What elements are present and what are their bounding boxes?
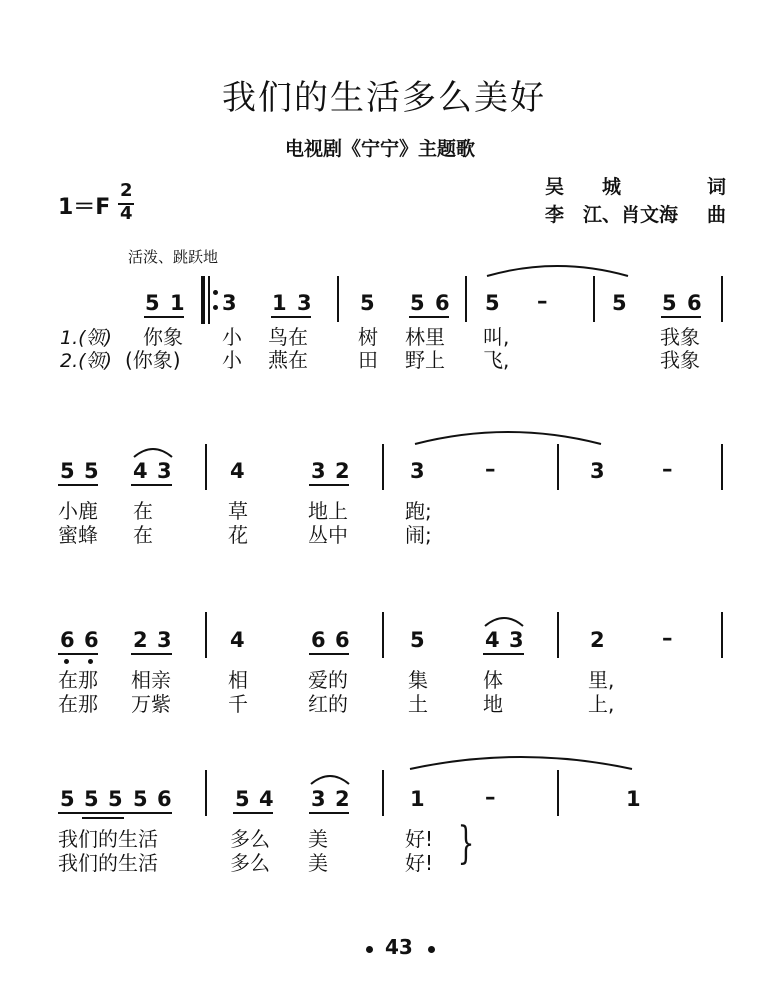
lyric: 好! — [405, 851, 434, 875]
barline — [382, 612, 384, 658]
note: 5 — [360, 291, 375, 315]
lyric-brace: } — [457, 818, 475, 869]
note: 4 — [259, 787, 274, 811]
lyric: 爱的 — [308, 668, 348, 692]
tie-slur — [485, 262, 630, 278]
underline — [144, 316, 184, 318]
lyric: 鸟在 — [268, 325, 308, 349]
time-signature-bottom: 4 — [120, 203, 133, 224]
lyric: 小鹿 — [58, 499, 98, 523]
lyric: 林里 — [405, 325, 445, 349]
note: 1 — [626, 787, 641, 811]
repeat-barline-thick — [201, 276, 205, 324]
composer-name: 李 江、肖文海 — [545, 204, 679, 226]
note: 4 — [133, 459, 148, 483]
lyric: 里, — [588, 668, 615, 692]
note: 1 — [170, 291, 185, 315]
note: 5 — [410, 628, 425, 652]
lyric: 我象 — [660, 325, 700, 349]
note: 5 — [133, 787, 148, 811]
lyric: 树 — [358, 325, 378, 349]
note: 6 — [60, 628, 75, 652]
lyric: 燕在 — [268, 348, 308, 372]
note: – — [485, 785, 496, 809]
lyric: 万紫 — [131, 692, 171, 716]
lyric: 多么 — [230, 827, 270, 851]
note: 3 — [410, 459, 425, 483]
lyric: 红的 — [308, 692, 348, 716]
note: 3 — [311, 459, 326, 483]
slur — [309, 772, 351, 786]
note: – — [662, 457, 673, 481]
key-signature: 1＝F — [58, 195, 111, 220]
barline — [557, 444, 559, 490]
lyric: 花 — [228, 523, 248, 547]
lyric: 闹; — [405, 523, 432, 547]
lyric: 你象 — [143, 325, 183, 349]
note: 5 — [84, 459, 99, 483]
repeat-dot — [213, 305, 218, 310]
barline — [557, 770, 559, 816]
note: 4 — [230, 459, 245, 483]
lyric: 草 — [228, 499, 248, 523]
lyric: 在那 — [58, 668, 98, 692]
note: 1 — [410, 787, 425, 811]
note: 2 — [590, 628, 605, 652]
lyric: 好! — [405, 827, 434, 851]
note: 3 — [222, 291, 237, 315]
lyric: 土 — [408, 692, 428, 716]
page-number: 43 — [385, 935, 413, 959]
lyric: 地 — [483, 692, 503, 716]
lyric: 野上 — [405, 348, 445, 372]
note: 6 — [435, 291, 450, 315]
lyric: 在 — [133, 499, 153, 523]
composer-role: 曲 — [707, 204, 727, 226]
barline — [382, 770, 384, 816]
lyric: 相亲 — [131, 668, 171, 692]
note: 6 — [157, 787, 172, 811]
note: 5 — [60, 787, 75, 811]
note: 4 — [485, 628, 500, 652]
lyric: 跑; — [405, 499, 432, 523]
lyric: 地上 — [308, 499, 348, 523]
barline — [557, 612, 559, 658]
lyric: 丛中 — [308, 523, 348, 547]
song-subtitle: 电视剧《宁宁》主题歌 — [285, 138, 476, 160]
lyric: 飞, — [483, 348, 510, 372]
note: 3 — [297, 291, 312, 315]
tempo-marking: 活泼、跳跃地 — [128, 248, 219, 266]
underline — [131, 653, 172, 655]
lyric: (你象) — [125, 348, 181, 372]
barline — [382, 444, 384, 490]
note: 5 — [662, 291, 677, 315]
page-number-dot — [428, 946, 435, 953]
lyric: 上, — [588, 692, 615, 716]
note: – — [537, 289, 548, 313]
lyric: 小 — [222, 325, 242, 349]
underline — [58, 812, 172, 814]
note: 2 — [335, 787, 350, 811]
note: 6 — [335, 628, 350, 652]
lyric: 我们的生活 — [58, 827, 158, 851]
lyric: 在那 — [58, 692, 98, 716]
barline — [593, 276, 595, 322]
note: 2 — [335, 459, 350, 483]
lyricist-name: 吴 城 — [545, 176, 622, 198]
note: 6 — [687, 291, 702, 315]
note: – — [662, 626, 673, 650]
note: 3 — [590, 459, 605, 483]
lyric: 相 — [228, 668, 248, 692]
underline — [309, 653, 349, 655]
lyricist-role: 词 — [707, 176, 727, 198]
slur — [132, 445, 174, 459]
underline — [309, 484, 349, 486]
note: 2 — [133, 628, 148, 652]
lyric: 在 — [133, 523, 153, 547]
repeat-dot — [213, 290, 218, 295]
barline — [721, 612, 723, 658]
lyric: 蜜蜂 — [58, 523, 98, 547]
verse-label: 1.(领) — [60, 327, 112, 349]
lyric: 千 — [228, 692, 248, 716]
barline — [205, 612, 207, 658]
note: 5 — [612, 291, 627, 315]
lyric: 集 — [408, 668, 428, 692]
lyric: 我们的生活 — [58, 851, 158, 875]
note: 4 — [230, 628, 245, 652]
note: 6 — [84, 628, 99, 652]
tie-slur — [413, 428, 603, 446]
barline — [337, 276, 339, 322]
note: 5 — [84, 787, 99, 811]
barline — [721, 276, 723, 322]
underline — [82, 817, 124, 819]
barline — [721, 444, 723, 490]
barline — [205, 770, 207, 816]
note: 5 — [145, 291, 160, 315]
underline — [271, 316, 311, 318]
lyric: 体 — [483, 668, 503, 692]
underline — [661, 316, 701, 318]
note: 5 — [108, 787, 123, 811]
barline — [465, 276, 467, 322]
slur — [483, 614, 525, 628]
underline — [131, 484, 172, 486]
note: – — [485, 457, 496, 481]
note: 3 — [157, 459, 172, 483]
lyric: 多么 — [230, 851, 270, 875]
lyric: 美 — [308, 851, 328, 875]
note: 6 — [311, 628, 326, 652]
time-signature-top: 2 — [120, 180, 133, 201]
song-title: 我们的生活多么美好 — [222, 78, 546, 118]
underline — [409, 316, 449, 318]
lyric: 小 — [222, 348, 242, 372]
repeat-barline-thin — [208, 276, 210, 324]
note: 5 — [235, 787, 250, 811]
note: 1 — [272, 291, 287, 315]
lyric: 美 — [308, 827, 328, 851]
lyric: 我象 — [660, 348, 700, 372]
underline — [58, 653, 98, 655]
note: 5 — [60, 459, 75, 483]
underline — [483, 653, 524, 655]
note: 3 — [157, 628, 172, 652]
note: 5 — [485, 291, 500, 315]
underline — [233, 812, 273, 814]
lyric: 叫, — [483, 325, 510, 349]
tie-slur — [408, 753, 634, 771]
underline — [58, 484, 98, 486]
underline — [309, 812, 349, 814]
note: 3 — [509, 628, 524, 652]
barline — [205, 444, 207, 490]
note: 5 — [410, 291, 425, 315]
note: 3 — [311, 787, 326, 811]
verse-label: 2.(领) — [60, 350, 112, 372]
lyric: 田 — [358, 348, 378, 372]
page-number-dot — [366, 946, 373, 953]
